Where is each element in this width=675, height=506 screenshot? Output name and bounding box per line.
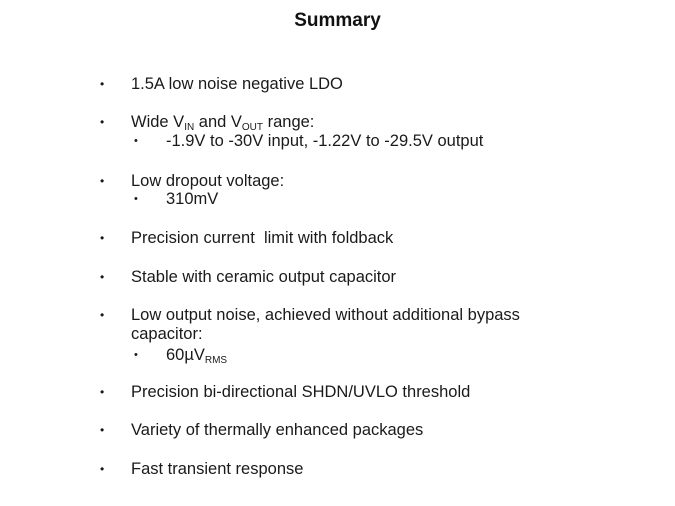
- list-item-text: Low output noise, achieved without additional bypass capacitor:: [131, 306, 520, 343]
- bullet-icon: •: [134, 135, 138, 147]
- sub-list-item-text: 60µV$_{RMS}$: [166, 346, 228, 366]
- page-title: Summary: [294, 10, 381, 31]
- list-item-text: 1.5A low noise negative LDO: [131, 75, 343, 93]
- bullet-icon: •: [100, 385, 105, 399]
- bullet-icon: •: [100, 231, 105, 245]
- bullet-icon: •: [134, 193, 138, 205]
- sub-list-item-text: -1.9V to -30V input, -1.22V to -29.5V output: [166, 132, 484, 150]
- bullet-icon: •: [100, 77, 105, 91]
- list-item-text: Fast transient response: [131, 460, 304, 478]
- bullet-icon: •: [100, 115, 105, 129]
- list-item-text: Precision bi-directional SHDN/UVLO threshold: [131, 383, 471, 401]
- list-item-text: Stable with ceramic output capacitor: [131, 268, 397, 286]
- sub-list-item-text: 310mV: [166, 190, 219, 208]
- bullet-icon: •: [100, 308, 105, 322]
- bullet-icon: •: [134, 349, 138, 361]
- list-item-text: Wide $V_{IN}$ and $V_{OUT}$ range:: [131, 113, 315, 133]
- bullet-icon: •: [100, 423, 105, 437]
- bullet-icon: •: [100, 462, 105, 476]
- bullet-icon: •: [100, 174, 105, 188]
- list-item-text: Low dropout voltage:: [131, 172, 285, 190]
- bullet-icon: •: [100, 270, 105, 284]
- list-item-text: Variety of thermally enhanced packages: [131, 421, 424, 439]
- list-item-text: Precision current limit with foldback: [131, 229, 394, 247]
